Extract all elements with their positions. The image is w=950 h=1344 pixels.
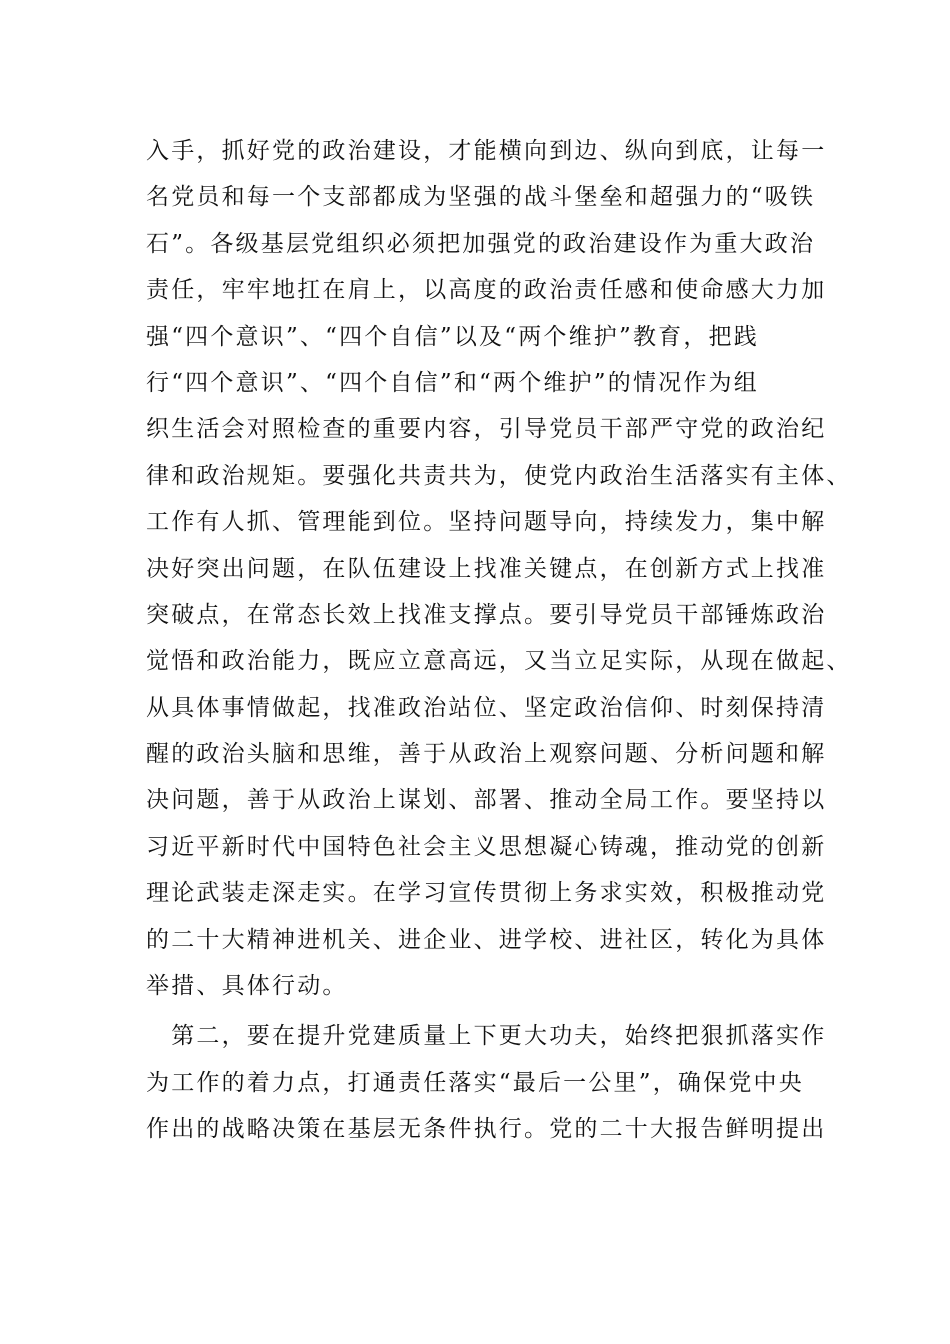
- text-line: 织生活会对照检查的重要内容，引导党员干部严守党的政治纪: [146, 416, 827, 443]
- text-line: 强“四个意识”、“四个自信”以及“两个维护”教育，把践: [146, 323, 759, 350]
- text-line: 举措、具体行动。: [146, 973, 348, 1000]
- text-line: 作出的战略决策在基层无条件执行。党的二十大报告鲜明提出: [146, 1116, 827, 1143]
- text-line: 醒的政治头脑和思维，善于从政治上观察问题、分析问题和解: [146, 741, 827, 768]
- text-line: 名党员和每一个支部都成为坚强的战斗堡垒和超强力的“吸铁: [146, 184, 816, 211]
- text-line: 习近平新时代中国特色社会主义思想凝心铸魂，推动党的创新: [146, 833, 827, 860]
- text-line: 第二，要在提升党建质量上下更大功夫，始终把狠抓落实作: [146, 1023, 827, 1050]
- text-line: 入手，抓好党的政治建设，才能横向到边、纵向到底，让每一: [146, 138, 827, 164]
- text-line: 工作有人抓、管理能到位。坚持问题导向，持续发力，集中解: [146, 509, 827, 536]
- text-line: 突破点，在常态长效上找准支撑点。要引导党员干部锤炼政治: [146, 601, 827, 628]
- text-line: 决好突出问题，在队伍建设上找准关键点，在创新方式上找准: [146, 555, 827, 582]
- text-line: 石”。各级基层党组织必须把加强党的政治建设作为重大政治: [146, 230, 816, 257]
- text-line: 决问题，善于从政治上谋划、部署、推动全局工作。要坚持以: [146, 787, 827, 814]
- text-line: 从具体事情做起，找准政治站位、坚定政治信仰、时刻保持清: [146, 694, 827, 721]
- text-line: 理论武装走深走实。在学习宣传贯彻上务求实效，积极推动党: [146, 880, 827, 907]
- text-line: 行“四个意识”、“四个自信”和“两个维护”的情况作为组: [146, 369, 759, 396]
- text-line: 觉悟和政治能力，既应立意高远，又当立足实际，从现在做起、: [146, 648, 852, 675]
- text-line: 为工作的着力点，打通责任落实“最后一公里”，确保党中央: [146, 1069, 804, 1096]
- text-line: 的二十大精神进机关、进企业、进学校、进社区，转化为具体: [146, 926, 827, 953]
- text-line: 责任，牢牢地扛在肩上，以高度的政治责任感和使命感大力加: [146, 277, 827, 304]
- text-line: 律和政治规矩。要强化共责共为，使党内政治生活落实有主体、: [146, 462, 852, 489]
- body-text: [146, 128, 852, 1153]
